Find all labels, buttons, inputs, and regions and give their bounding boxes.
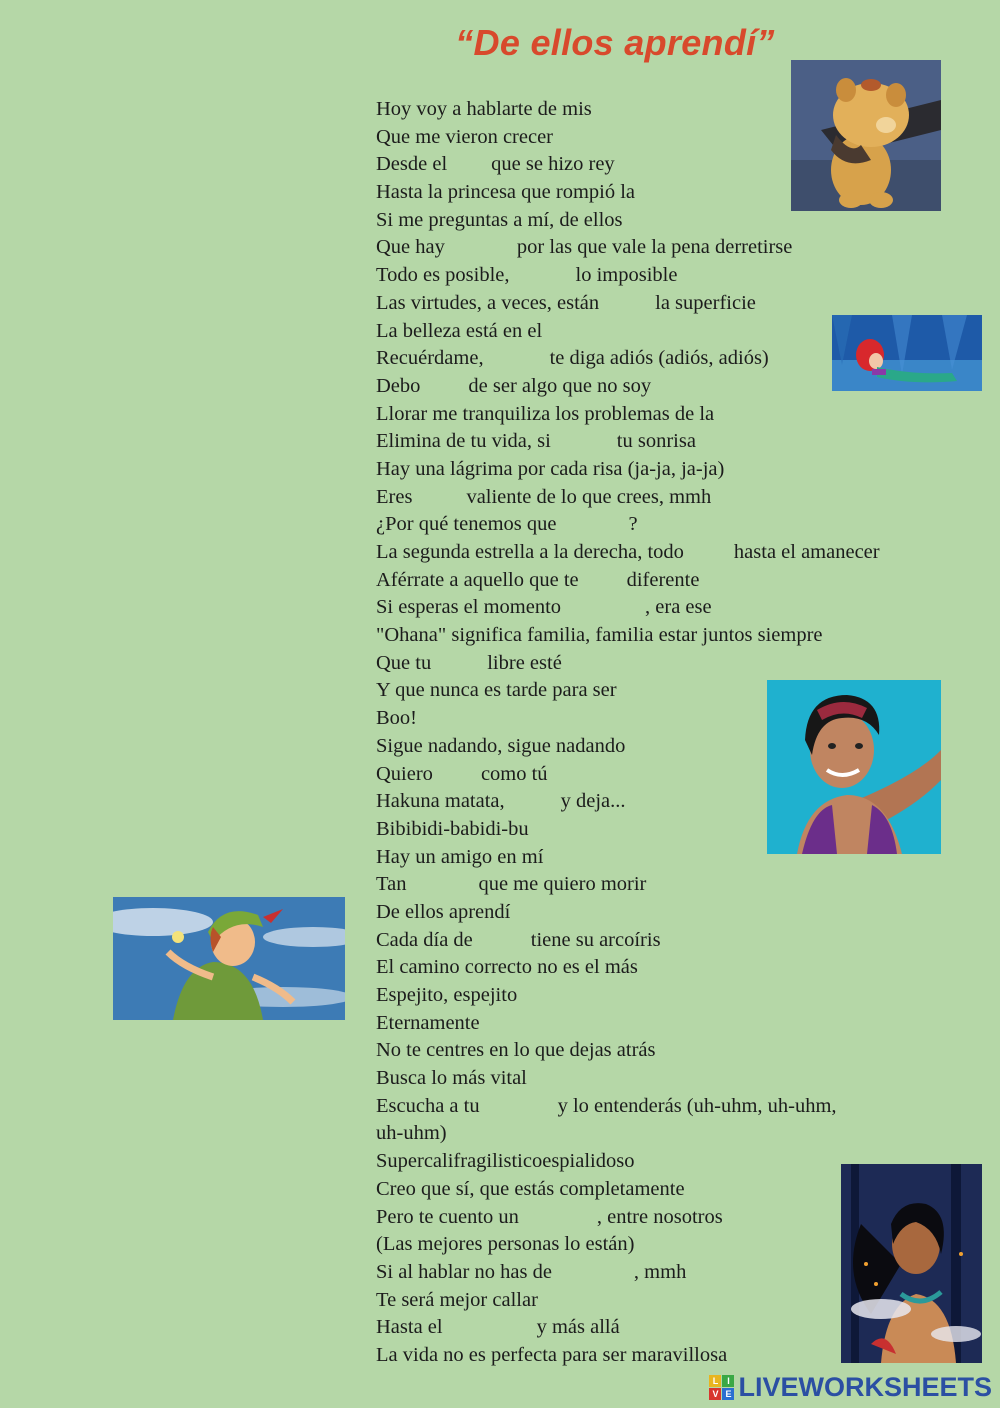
- lyric-line: Elimina de tu vida, si tu sonrisa: [376, 428, 936, 456]
- liveworksheets-logo-icon: L I V E: [709, 1375, 734, 1400]
- lyric-line: Supercalifragilisticoespialidoso: [376, 1150, 635, 1173]
- lyric-line: Busca lo más vital: [376, 1067, 527, 1090]
- simba-image: [791, 60, 941, 211]
- fill-in-blank[interactable]: [557, 519, 627, 539]
- lyric-line: No te centres en lo que dejas atrás: [376, 1039, 656, 1062]
- lyric-line: Que tu libre esté: [376, 650, 936, 678]
- lyric-line: Quiero como tú: [376, 761, 936, 789]
- lyric-line: Si al hablar no has de , mmh: [376, 1259, 936, 1287]
- lyric-line: Eternamente: [376, 1011, 480, 1034]
- lyric-line: Desde el que se hizo rey: [376, 151, 936, 179]
- lyric-line: El camino correcto no es el más: [376, 956, 638, 979]
- lyric-line: Pero te cuento un , entre nosotros: [376, 1204, 936, 1232]
- fill-in-blank[interactable]: [685, 547, 733, 567]
- fill-in-blank[interactable]: [485, 353, 549, 373]
- fill-in-blank[interactable]: [413, 491, 465, 511]
- lyric-line: Creo que sí, que estás completamente: [376, 1177, 685, 1200]
- worksheet-title: “De ellos aprendí”: [455, 22, 775, 63]
- lyric-line: Hasta el y más allá: [376, 1314, 936, 1342]
- lyric-line: Hasta la princesa que rompió la: [376, 181, 636, 204]
- fill-in-blank[interactable]: [421, 381, 467, 401]
- pocahontas-image: [841, 1164, 982, 1363]
- lyric-line: Hoy voy a hablarte de mis: [376, 98, 592, 120]
- lyric-line: De ellos aprendí: [376, 900, 511, 923]
- lyric-line: Todo es posible, lo imposible: [376, 262, 936, 290]
- lyric-line: Eres valiente de lo que crees, mmh: [376, 484, 936, 512]
- fill-in-blank[interactable]: [552, 436, 616, 456]
- lyric-line: Que me vieron crecer: [376, 125, 553, 148]
- lyric-line: Bibibidi-babidi-bu: [376, 817, 529, 840]
- lyric-line: uh-uhm): [376, 1122, 447, 1145]
- lyric-line: (Las mejores personas lo están): [376, 1233, 635, 1256]
- fill-in-blank[interactable]: [511, 270, 575, 290]
- lyric-line: Sigue nadando, sigue nadando: [376, 734, 626, 757]
- lyric-line: Cada día de tiene su arcoíris: [376, 927, 936, 955]
- fill-in-blank[interactable]: [580, 574, 626, 594]
- lyric-line: Hay un amigo en mí: [376, 845, 544, 868]
- fill-in-blank[interactable]: [600, 298, 654, 318]
- liveworksheets-brand[interactable]: LIVEWORKSHEETS: [738, 1371, 992, 1402]
- lyric-line: Las virtudes, a veces, están la superficie: [376, 290, 936, 318]
- aladdin-image: [767, 680, 941, 854]
- lyric-line: Te será mejor callar: [376, 1288, 538, 1311]
- lyric-line: Boo!: [376, 707, 417, 730]
- lyric-line: La belleza está en el: [376, 319, 543, 342]
- fill-in-blank[interactable]: [432, 657, 486, 677]
- fill-in-blank[interactable]: [481, 1100, 557, 1120]
- liveworksheets-footer: [709, 1372, 992, 1402]
- lyric-line: Si esperas el momento , era ese: [376, 594, 936, 622]
- lyric-line: Espejito, espejito: [376, 984, 518, 1006]
- lyric-line: Y que nunca es tarde para ser: [376, 679, 617, 702]
- fill-in-blank[interactable]: [562, 602, 644, 622]
- lyric-line: Debo de ser algo que no soy: [376, 373, 936, 401]
- lyric-line: Hakuna matata, y deja...: [376, 788, 936, 816]
- fill-in-blank[interactable]: [506, 796, 560, 816]
- lyric-line: Que hay por las que vale la pena derretirse: [376, 234, 936, 262]
- fill-in-blank[interactable]: [407, 879, 477, 899]
- fill-in-blank[interactable]: [448, 159, 490, 179]
- lyric-line: Recuérdame, te diga adiós (adiós, adiós): [376, 345, 936, 373]
- fill-in-blank[interactable]: [520, 1211, 596, 1231]
- lyric-line: La vida no es perfecta para ser maravillosa: [376, 1343, 728, 1366]
- lyric-line: Escucha a tu y lo entenderás (uh-uhm, uh-uhm,: [376, 1093, 936, 1121]
- fill-in-blank[interactable]: [444, 1322, 536, 1342]
- fill-in-blank[interactable]: [434, 768, 480, 788]
- lyric-line: ¿Por qué tenemos que ?: [376, 511, 936, 539]
- lyric-line: La segunda estrella a la derecha, todo hasta el amanecer: [376, 539, 936, 567]
- lyric-line: "Ohana" significa familia, familia estar juntos siempre: [376, 624, 823, 647]
- peter-pan-image: [113, 897, 345, 1020]
- lyric-line: Si me preguntas a mí, de ellos: [376, 208, 623, 231]
- lyric-line: Tan que me quiero morir: [376, 871, 936, 899]
- lyric-line: Llorar me tranquiliza los problemas de la: [376, 402, 715, 425]
- lyric-line: Aférrate a aquello que te diferente: [376, 567, 936, 595]
- fill-in-blank[interactable]: [474, 934, 530, 954]
- fill-in-blank[interactable]: [553, 1267, 633, 1287]
- ariel-image: [832, 315, 982, 391]
- fill-in-blank[interactable]: [446, 242, 516, 262]
- lyric-line: Hay una lágrima por cada risa (ja-ja, ja-ja): [376, 457, 725, 480]
